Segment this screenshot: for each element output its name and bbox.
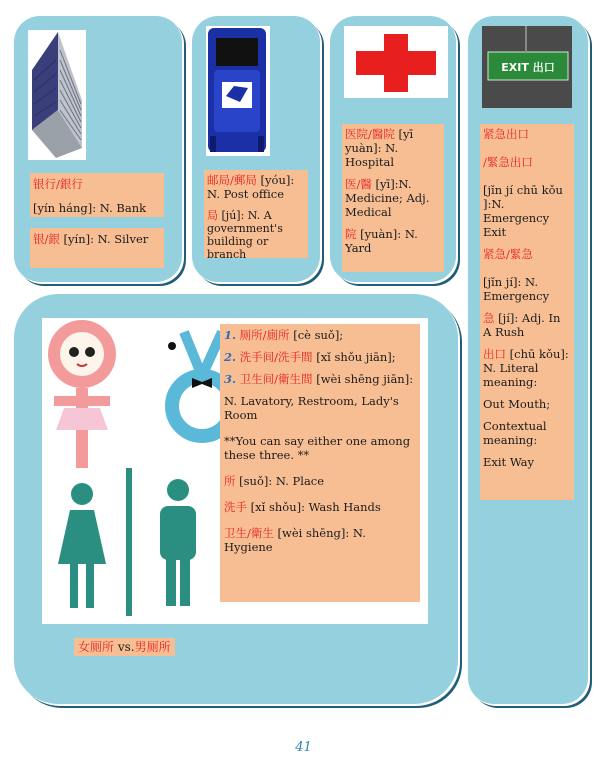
silver-pinyin: [yín]: N. Silver (59, 232, 149, 246)
bank-chinese: 银行/銀行 (33, 177, 83, 191)
yi-chinese: 医/醫 (345, 177, 372, 191)
mailbox-image (206, 26, 270, 156)
suo-definition: [suǒ]: N. Place (235, 474, 325, 488)
restroom-card (14, 294, 458, 704)
exit-sign-text: EXIT 出口 (501, 61, 555, 74)
weishengjian-chinese: 卫生间/衛生間 (239, 372, 313, 386)
restroom-note: **You can say either one among these three. ** (224, 434, 411, 462)
suo-chinese: 所 (224, 474, 236, 488)
xishou-definition: [xǐ shǒu]: Wash Hands (247, 500, 381, 514)
exit-way: Exit Way (483, 455, 535, 469)
exit-pinyin: [jǐn jí chū kǒu ]:N. Emergency Exit (483, 183, 563, 239)
weisheng-definition: [wèi shēng]: N. Hygiene (224, 526, 366, 554)
item-2-number: 2. (224, 350, 237, 364)
weisheng-chinese: 卫生/衛生 (224, 526, 274, 540)
bank-building-image (28, 30, 86, 160)
ji-definition: [jí]: Adj. In A Rush (483, 311, 561, 339)
red-cross-image (344, 26, 448, 98)
post-office-textbox (204, 170, 308, 261)
restroom-textbox (220, 324, 420, 602)
cesuo-pinyin: [cè suǒ]; (289, 328, 344, 342)
item-3-number: 3. (224, 372, 237, 386)
female-restroom-chinese: 女厕所 (78, 640, 115, 654)
cesuo-chinese: 厕所/廁所 (239, 328, 290, 342)
exit-card (468, 16, 588, 704)
silver-textbox (30, 228, 164, 268)
bank-pinyin: [yín háng]: N. Bank (33, 201, 147, 215)
ji-chinese: 急 (483, 311, 495, 325)
man-pictogram-icon (160, 479, 196, 606)
bank-textbox (30, 173, 164, 217)
xishou-chinese: 洗手 (224, 500, 247, 514)
exit-sign-image (482, 26, 572, 108)
xishoujian-chinese: 洗手间/洗手間 (239, 350, 313, 364)
weishengjian-pinyin: [wèi shēng jiān]: (312, 372, 414, 386)
exit-chinese-simplified: 紧急出口 (483, 127, 529, 141)
caption-vs: vs. (114, 640, 135, 654)
literal-meaning: Out Mouth; (483, 397, 551, 411)
restroom-caption (74, 638, 175, 656)
exit-chinese-traditional: /緊急出口 (483, 155, 533, 169)
post-office-pinyin: [yóu]: N. Post office (207, 173, 295, 201)
bank-card (14, 16, 182, 282)
yuan-definition: [yuàn]: N. Yard (345, 227, 418, 255)
exit-textbox (480, 124, 574, 500)
chukou-definition: [chū kǒu]: N. Literal meaning: (483, 347, 569, 389)
xishoujian-pinyin: [xǐ shǒu jiān]; (312, 350, 396, 364)
item-1-number: 1. (224, 328, 237, 342)
yuan-chinese: 院 (345, 227, 357, 241)
contextual-meaning-label: Contextual meaning: (483, 419, 547, 447)
silver-chinese: 银/銀 (33, 232, 60, 246)
female-symbol-icon (48, 320, 116, 468)
woman-pictogram-icon (58, 483, 106, 608)
hospital-chinese: 医院/醫院 (345, 127, 395, 141)
jinji-chinese: 紧急/緊急 (483, 247, 533, 261)
ju-chinese: 局 (207, 209, 218, 222)
post-office-chinese: 邮局/郵局 (207, 173, 257, 187)
post-office-card (192, 16, 320, 282)
yi-definition: [yī]:N. Medicine; Adj. Medical (345, 177, 430, 219)
male-restroom-chinese: 男厕所 (134, 640, 171, 654)
hospital-card (330, 16, 456, 282)
jinji-pinyin: [jǐn jí]: N. Emergency (483, 275, 550, 303)
hospital-pinyin: [yī yuàn]: N. Hospital (345, 127, 414, 169)
page-number: 41 (295, 740, 312, 755)
ju-definition: [jú]: N. A government's building or branch (207, 209, 283, 261)
chukou-chinese: 出口 (483, 347, 506, 361)
hospital-textbox (342, 124, 444, 272)
restroom-meaning: N. Lavatory, Restroom, Lady's Room (224, 394, 399, 422)
